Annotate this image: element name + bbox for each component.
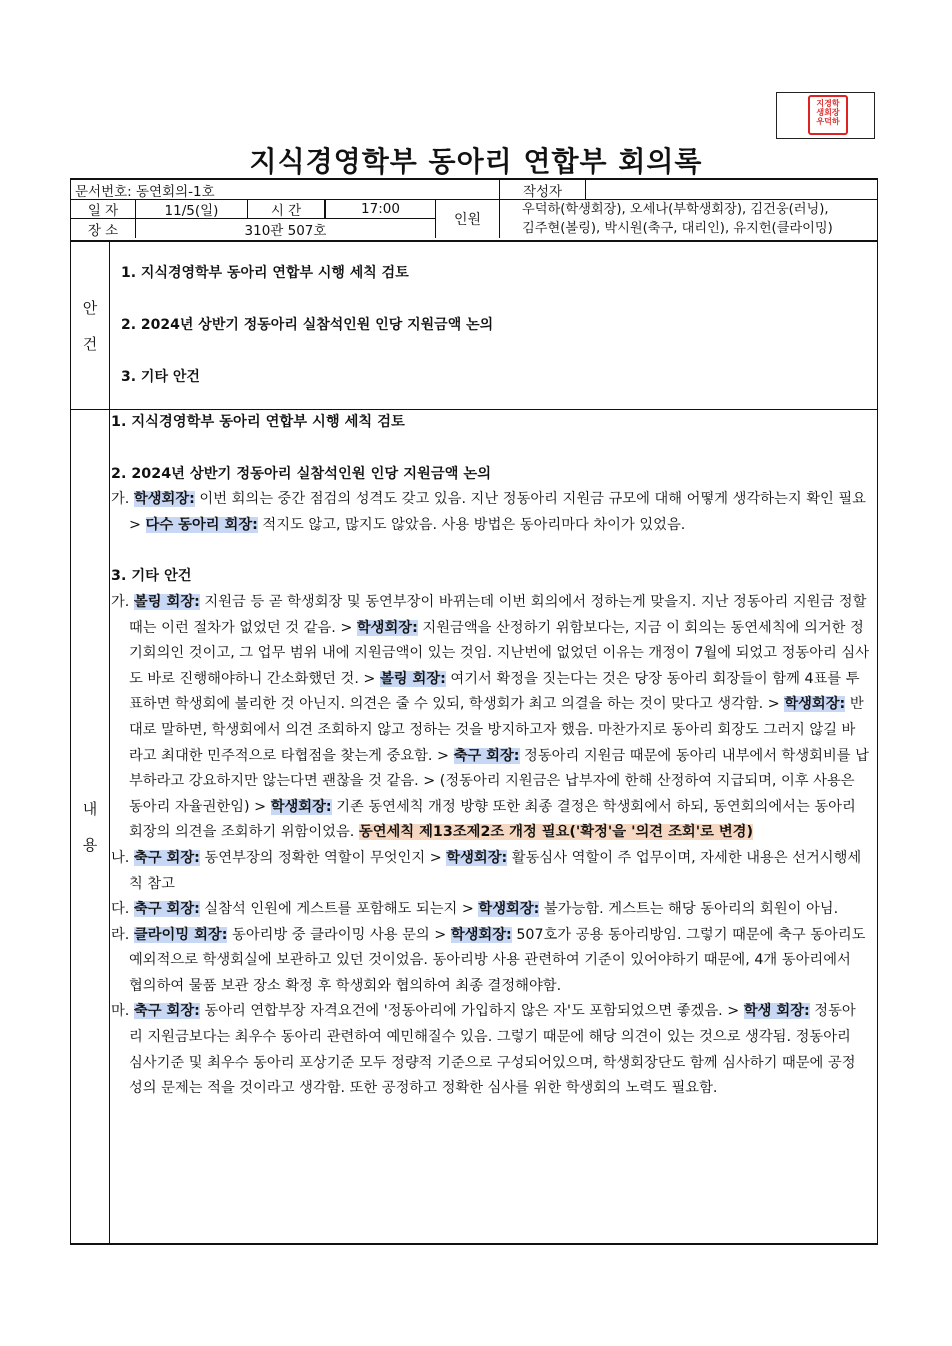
speaker-tag: 축구 회장: bbox=[453, 747, 520, 764]
minutes-body bbox=[111, 410, 869, 1102]
agenda-section bbox=[70, 240, 878, 410]
discussion-item: 라. 클라이밍 회장: 동아리방 중 클라이밍 사용 문의 > 학생회장: 507호가 공용 동아리방임. 그렇기 때문에 축구 동아리도 예외적으로 학생회실에 보관하고 있던 것이었음. 동아리방 사용 관련하여 기준이 있어야하기 때문에, 4개 동아리에서 협의하여 물품 보관 장소 확정 후 학생회와 협의하여 최종 결정해야함. bbox=[111, 926, 866, 994]
speaker-tag: 축구 회장: bbox=[133, 901, 200, 918]
speaker-tag: 학생회장: bbox=[478, 901, 540, 918]
attendees-line: 우덕하(학생회장), 오세나(부학생회장), 김건웅(러닝), bbox=[522, 202, 829, 217]
speaker-tag: 학생회장: bbox=[356, 619, 418, 636]
agenda-list bbox=[121, 262, 493, 418]
agenda-label-char: 안 bbox=[82, 298, 98, 317]
header-table bbox=[70, 178, 878, 240]
seal-text: 생회장 bbox=[816, 108, 840, 117]
content-label-char: 내 bbox=[82, 799, 98, 818]
seal-text: 우덕하 bbox=[816, 117, 840, 126]
discussion-item: 가. 학생회장: 이번 회의는 중간 점검의 성격도 갖고 있음. 지난 정동아리 지원금 규모에 대해 어떻게 생각하는지 확인 필요 > 다수 동아리 회장: 적지도 않고, 많지도 않았음. 사용 방법은 동아리마다 차이가 있었음. bbox=[111, 491, 866, 533]
section-heading: 1. 지식경영학부 동아리 연합부 시행 세칙 검토 bbox=[111, 414, 405, 430]
agenda-label bbox=[71, 242, 110, 409]
speaker-tag: 학생회장: bbox=[133, 491, 195, 508]
speaker-tag: 축구 회장: bbox=[133, 1003, 200, 1020]
date-label: 일 자 bbox=[87, 203, 119, 218]
seal-text: 지경학 bbox=[816, 99, 840, 108]
seal-box bbox=[776, 92, 875, 139]
discussion-item: 가. 볼링 회장: 지원금 등 곧 학생회장 및 동연부장이 바뀌는데 이번 회의에서 정하는게 맞을지. 지난 정동아리 지원금 정할 때는 이런 절차가 없었던 것 같음. > 학생회장: 지원금액을 산정하기 위함보다는, 지금 이 회의는 동연세칙에 의거한 정기회의인 것이고, 그 업무 범위 내에 지원금액이 있는 것임. 지난번에 없었던 이유는 개정이 7월에 되었고 정동아리 심사도 바로 진행해야하니 간소화했던 것. > 볼링 회장: 여기서 확정을 짓는다는 것은 당장 동아리 회장들이 함께 4표를 투표하면 학생회에 불리한 것 아닌지. 의견은 줄 수 있되, 학생회가 최고 의결을 하는 것이 맞다고 생각함. > 학생회장: 반대로 말하면, 학생회에서 의견 조회하지 않고 정하는 것을 방지하고자 했음. 마찬가지로 동아리 회장도 그러지 않길 바라고 최대한 민주적으로 타협점을 찾는게 중요함. > 축구 회장: 정동아리 지원금 때문에 동아리 내부에서 학생회비를 납부하라고 강요하지만 않는다면 괜찮을 것 같음. > (정동아리 지원금은 납부자에 한해 산정하여 지급되며, 이후 사용은 동아리 자율권한임) > 학생회장: 기존 동연세칙 개정 방향 또한 최종 결정은 학생회에서 하되, 동연회의에서는 동아리 회장의 의견을 조회하기 위함이었음. 동연세칙 제13조제2조 개정 필요('확정'을 '의견 조회'로 변경) bbox=[111, 593, 870, 841]
discussion-item: 나. 축구 회장: 동연부장의 정확한 역할이 무엇인지 > 학생회장: 활동심사 역할이 주 업무이며, 자세한 내용은 선거시행세칙 참고 bbox=[111, 849, 862, 892]
document-title: 지식경영학부 동아리 연합부 회의록 bbox=[249, 145, 703, 178]
speaker-tag: 축구 회장: bbox=[133, 849, 200, 866]
discussion-item: 마. 축구 회장: 동아리 연합부장 자격요건에 '정동아리에 가입하지 않은 자'도 포함되었으면 좋겠음. > 학생 회장: 정동아리 지원금보다는 최우수 동아리 관련하여 예민해질수 있음. 그렇기 때문에 해당 의견이 있는 것으로 생각됨. 정동아리 심사기준 및 최우수 동아리 포상기준 모두 정량적 기준으로 구성되어있으며, 학생회장단도 함께 심사하기 때문에 공정성의 문제는 적을 것이라고 생각함. 또한 공정하고 정확한 심사를 위한 학생회의 노력도 필요함. bbox=[111, 1003, 856, 1097]
author-value bbox=[585, 180, 877, 199]
attendees-list bbox=[499, 200, 877, 238]
revision-note: 동연세칙 제13조제2조 개정 필요('확정'을 '의견 조회'로 변경) bbox=[358, 824, 754, 841]
agenda-item: 2. 2024년 상반기 정동아리 실참석인원 인당 지원금액 논의 bbox=[121, 317, 494, 333]
speaker-tag: 클라이밍 회장: bbox=[133, 926, 228, 943]
speaker-tag: 학생회장: bbox=[446, 849, 508, 866]
speaker-tag: 학생회장: bbox=[450, 926, 512, 943]
speaker-tag: 학생회장: bbox=[784, 696, 846, 713]
place-label: 장 소 bbox=[87, 222, 119, 238]
date-value: 11/5(일) bbox=[135, 200, 247, 218]
speaker-tag: 다수 동아리 회장: bbox=[145, 516, 258, 533]
place-value: 310관 507호 bbox=[135, 219, 435, 238]
speaker-tag: 학생 회장: bbox=[743, 1003, 810, 1020]
time-value: 17:00 bbox=[325, 200, 435, 218]
agenda-item: 1. 지식경영학부 동아리 연합부 시행 세칙 검토 bbox=[121, 265, 409, 281]
author-label: 작성자 bbox=[499, 180, 585, 199]
content-label-char: 용 bbox=[82, 835, 98, 854]
time-label: 시 간 bbox=[247, 200, 325, 218]
content-label bbox=[71, 410, 110, 1243]
doc-number: 동연회의-1호 bbox=[136, 183, 215, 199]
discussion-item: 다. 축구 회장: 실참석 인원에 게스트를 포함해도 되는지 > 학생회장: 불가능함. 게스트는 해당 동아리의 회원이 아님. bbox=[111, 901, 839, 918]
doc-number-cell bbox=[71, 180, 499, 199]
speaker-tag: 볼링 회장: bbox=[379, 670, 446, 687]
agenda-item: 3. 기타 안건 bbox=[121, 369, 200, 385]
section-heading: 2. 2024년 상반기 정동아리 실참석인원 인당 지원금액 논의 bbox=[111, 465, 492, 482]
doc-number-label: 문서번호: bbox=[75, 183, 132, 199]
attendees-line: 김주현(볼링), 박시원(축구, 대리인), 유지헌(클라이밍) bbox=[522, 221, 833, 236]
student-president-seal bbox=[808, 95, 848, 135]
speaker-tag: 학생회장: bbox=[270, 798, 332, 815]
speaker-tag: 볼링 회장: bbox=[133, 593, 200, 610]
section-heading: 3. 기타 안건 bbox=[111, 568, 192, 585]
minutes-content-section bbox=[70, 409, 878, 1245]
agenda-label-char: 건 bbox=[82, 334, 98, 353]
attendees-label: 인원 bbox=[435, 200, 499, 238]
